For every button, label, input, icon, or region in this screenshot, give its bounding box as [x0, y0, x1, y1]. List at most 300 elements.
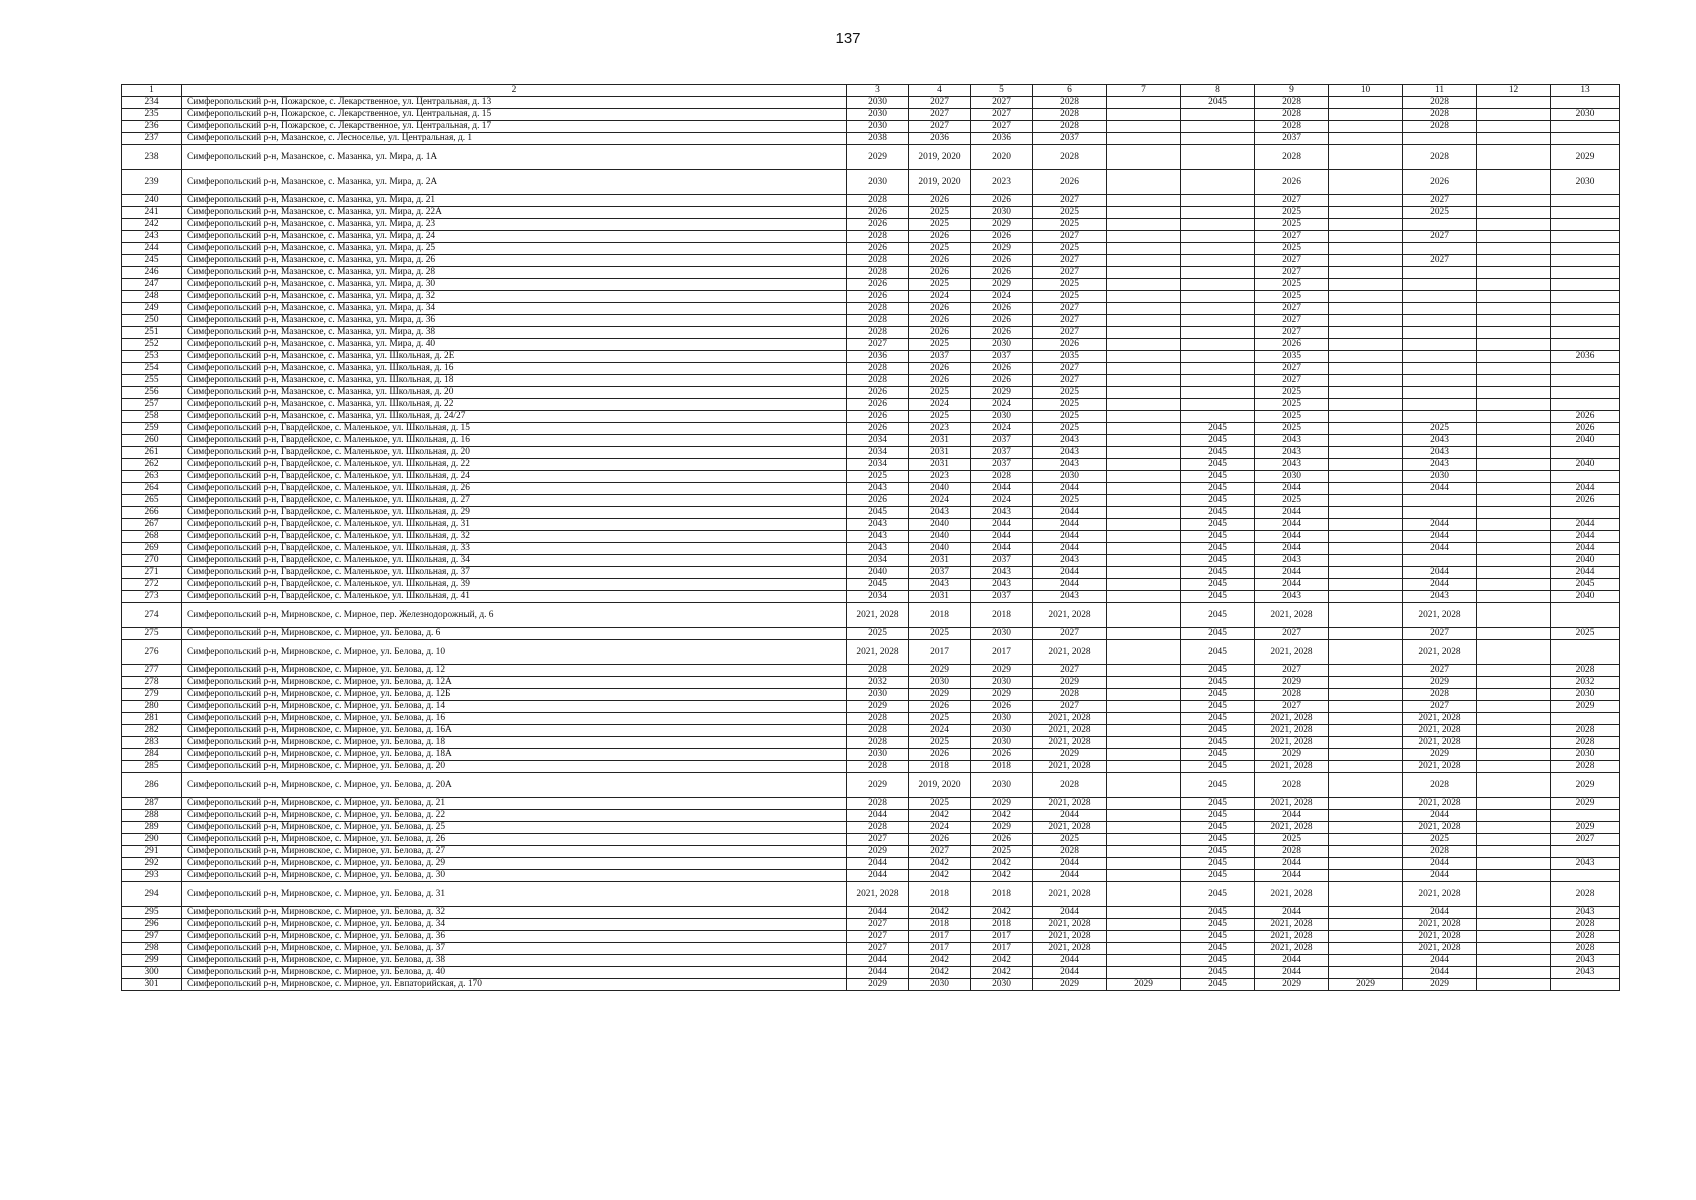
year-cell [1477, 339, 1551, 351]
year-cell: 2042 [909, 810, 971, 822]
year-cell: 2044 [971, 483, 1033, 495]
year-cell [1181, 399, 1255, 411]
year-cell [1477, 279, 1551, 291]
row-number-cell: 293 [122, 870, 182, 882]
year-cell: 2027 [1033, 665, 1107, 677]
year-cell [1181, 243, 1255, 255]
column-header: 9 [1255, 85, 1329, 97]
year-cell: 2026 [1033, 170, 1107, 195]
year-cell: 2040 [909, 483, 971, 495]
year-cell [1107, 603, 1181, 628]
year-cell [1477, 447, 1551, 459]
year-cell: 2021, 2028 [1033, 919, 1107, 931]
year-cell: 2034 [847, 435, 909, 447]
year-cell: 2028 [1403, 121, 1477, 133]
year-cell: 2025 [1033, 834, 1107, 846]
year-cell: 2045 [1181, 435, 1255, 447]
year-cell: 2045 [1181, 543, 1255, 555]
year-cell [1477, 689, 1551, 701]
table-row [122, 943, 1620, 955]
year-cell [1329, 713, 1403, 725]
year-cell [1477, 591, 1551, 603]
year-cell: 2021, 2028 [1403, 640, 1477, 665]
year-cell: 2025 [1403, 207, 1477, 219]
year-cell: 2044 [1033, 955, 1107, 967]
year-cell [1329, 351, 1403, 363]
year-cell: 2044 [1255, 955, 1329, 967]
address-cell: Симферопольский р-н, Мирновское, с. Мирное, ул. Белова, д. 12 [182, 665, 847, 677]
year-cell: 2040 [1551, 459, 1620, 471]
table-row [122, 121, 1620, 133]
table-row [122, 231, 1620, 243]
year-cell: 2028 [847, 798, 909, 810]
year-cell [1329, 749, 1403, 761]
address-cell: Симферопольский р-н, Мазанское, с. Мазанка, ул. Мира, д. 21 [182, 195, 847, 207]
year-cell [1107, 375, 1181, 387]
year-cell: 2045 [1181, 591, 1255, 603]
year-cell: 2021, 2028 [847, 882, 909, 907]
year-cell [1329, 327, 1403, 339]
year-cell [1107, 363, 1181, 375]
row-number-cell: 275 [122, 628, 182, 640]
year-cell: 2028 [1033, 689, 1107, 701]
year-cell: 2027 [1403, 255, 1477, 267]
table-row [122, 435, 1620, 447]
year-cell [1403, 339, 1477, 351]
year-cell: 2021, 2028 [1255, 761, 1329, 773]
year-cell: 2030 [971, 628, 1033, 640]
year-cell: 2021, 2028 [1403, 737, 1477, 749]
address-cell: Симферопольский р-н, Мазанское, с. Мазанка, ул. Мира, д. 30 [182, 279, 847, 291]
year-cell [1477, 255, 1551, 267]
year-cell: 2024 [971, 399, 1033, 411]
year-cell: 2027 [1033, 327, 1107, 339]
table-row [122, 810, 1620, 822]
table-row [122, 351, 1620, 363]
year-cell [1107, 907, 1181, 919]
year-cell: 2026 [909, 749, 971, 761]
year-cell [1329, 495, 1403, 507]
year-cell [1107, 531, 1181, 543]
year-cell: 2045 [1181, 761, 1255, 773]
year-cell: 2021, 2028 [1403, 713, 1477, 725]
year-cell: 2021, 2028 [1255, 603, 1329, 628]
year-cell [1329, 279, 1403, 291]
year-cell: 2044 [1551, 543, 1620, 555]
year-cell [1329, 798, 1403, 810]
year-cell [1477, 919, 1551, 931]
year-cell: 2044 [1255, 531, 1329, 543]
year-cell [1551, 133, 1620, 145]
year-cell [1329, 303, 1403, 315]
year-cell [1107, 255, 1181, 267]
year-cell: 2026 [909, 363, 971, 375]
year-cell: 2028 [1551, 725, 1620, 737]
year-cell: 2044 [1255, 507, 1329, 519]
year-cell [1477, 459, 1551, 471]
year-cell: 2027 [1033, 628, 1107, 640]
address-cell: Симферопольский р-н, Гвардейское, с. Маленькое, ул. Школьная, д. 33 [182, 543, 847, 555]
row-number-cell: 272 [122, 579, 182, 591]
year-cell [1181, 411, 1255, 423]
year-cell: 2021, 2028 [1255, 737, 1329, 749]
year-cell: 2025 [1033, 411, 1107, 423]
year-cell: 2017 [909, 640, 971, 665]
address-cell: Симферопольский р-н, Мирновское, с. Мирное, ул. Белова, д. 6 [182, 628, 847, 640]
year-cell: 2044 [1551, 567, 1620, 579]
year-cell [1551, 846, 1620, 858]
year-cell [1477, 507, 1551, 519]
table-row [122, 207, 1620, 219]
year-cell [1329, 567, 1403, 579]
address-cell: Симферопольский р-н, Мирновское, с. Мирное, ул. Белова, д. 21 [182, 798, 847, 810]
year-cell: 2024 [971, 423, 1033, 435]
year-cell: 2030 [971, 207, 1033, 219]
year-cell [1477, 882, 1551, 907]
year-cell: 2025 [909, 411, 971, 423]
year-cell: 2025 [1255, 243, 1329, 255]
table-row [122, 495, 1620, 507]
year-cell: 2027 [1033, 701, 1107, 713]
year-cell: 2035 [1033, 351, 1107, 363]
column-header: 5 [971, 85, 1033, 97]
year-cell [1477, 834, 1551, 846]
year-cell: 2018 [909, 882, 971, 907]
year-cell: 2045 [1181, 834, 1255, 846]
year-cell: 2031 [909, 447, 971, 459]
row-number-cell: 282 [122, 725, 182, 737]
year-cell: 2017 [971, 931, 1033, 943]
year-cell [1329, 133, 1403, 145]
year-cell: 2027 [909, 121, 971, 133]
year-cell: 2036 [909, 133, 971, 145]
address-cell: Симферопольский р-н, Мазанское, с. Мазанка, ул. Мира, д. 32 [182, 291, 847, 303]
row-number-cell: 285 [122, 761, 182, 773]
year-cell: 2032 [1551, 677, 1620, 689]
year-cell: 2044 [847, 955, 909, 967]
address-cell: Симферопольский р-н, Гвардейское, с. Маленькое, ул. Школьная, д. 15 [182, 423, 847, 435]
row-number-cell: 300 [122, 967, 182, 979]
year-cell: 2026 [971, 701, 1033, 713]
year-cell: 2030 [1551, 689, 1620, 701]
year-cell: 2027 [1033, 195, 1107, 207]
year-cell [1477, 628, 1551, 640]
address-cell: Симферопольский р-н, Мирновское, с. Мирное, ул. Белова, д. 12А [182, 677, 847, 689]
row-number-cell: 276 [122, 640, 182, 665]
table-row [122, 761, 1620, 773]
year-cell: 2025 [1403, 423, 1477, 435]
year-cell [1477, 170, 1551, 195]
column-header: 10 [1329, 85, 1403, 97]
year-cell [1329, 97, 1403, 109]
year-cell: 2045 [1181, 423, 1255, 435]
year-cell: 2021, 2028 [1403, 725, 1477, 737]
year-cell [1403, 243, 1477, 255]
row-number-cell: 295 [122, 907, 182, 919]
year-cell [1477, 773, 1551, 798]
year-cell [1107, 701, 1181, 713]
year-cell [1107, 315, 1181, 327]
year-cell: 2044 [1255, 858, 1329, 870]
column-header: 3 [847, 85, 909, 97]
year-cell [1107, 231, 1181, 243]
year-cell: 2024 [909, 399, 971, 411]
year-cell: 2044 [1033, 907, 1107, 919]
year-cell: 2045 [1181, 447, 1255, 459]
row-number-cell: 279 [122, 689, 182, 701]
year-cell [1477, 495, 1551, 507]
year-cell: 2045 [1181, 846, 1255, 858]
address-cell: Симферопольский р-н, Мирновское, с. Мирное, ул. Белова, д. 37 [182, 943, 847, 955]
table-row [122, 798, 1620, 810]
year-cell: 2044 [1033, 858, 1107, 870]
year-cell [1107, 931, 1181, 943]
year-cell [1107, 145, 1181, 170]
year-cell [1329, 701, 1403, 713]
year-cell: 2038 [847, 133, 909, 145]
year-cell: 2037 [971, 351, 1033, 363]
year-cell: 2029 [971, 219, 1033, 231]
year-cell: 2045 [1181, 471, 1255, 483]
address-cell: Симферопольский р-н, Мирновское, с. Мирное, ул. Белова, д. 22 [182, 810, 847, 822]
year-cell [1329, 543, 1403, 555]
year-cell: 2037 [1255, 133, 1329, 145]
row-number-cell: 255 [122, 375, 182, 387]
year-cell: 2028 [1255, 689, 1329, 701]
year-cell: 2028 [847, 255, 909, 267]
year-cell: 2026 [909, 255, 971, 267]
year-cell [1477, 858, 1551, 870]
table-row [122, 195, 1620, 207]
year-cell: 2025 [1033, 495, 1107, 507]
year-cell [1107, 555, 1181, 567]
table-row [122, 375, 1620, 387]
year-cell: 2044 [1033, 870, 1107, 882]
year-cell: 2028 [1551, 882, 1620, 907]
year-cell: 2026 [1033, 339, 1107, 351]
year-cell [1107, 725, 1181, 737]
address-cell: Симферопольский р-н, Мирновское, с. Мирное, ул. Белова, д. 30 [182, 870, 847, 882]
table-row [122, 133, 1620, 145]
year-cell [1107, 121, 1181, 133]
address-cell: Симферопольский р-н, Мирновское, с. Мирное, ул. Белова, д. 16А [182, 725, 847, 737]
year-cell: 2024 [909, 725, 971, 737]
year-cell [1107, 133, 1181, 145]
year-cell: 2043 [847, 543, 909, 555]
year-cell: 2037 [971, 555, 1033, 567]
year-cell: 2028 [1033, 121, 1107, 133]
year-cell [1107, 97, 1181, 109]
year-cell: 2027 [1403, 701, 1477, 713]
year-cell: 2044 [1403, 543, 1477, 555]
year-cell: 2027 [1033, 303, 1107, 315]
year-cell [1477, 761, 1551, 773]
year-cell: 2021, 2028 [1255, 931, 1329, 943]
row-number-cell: 284 [122, 749, 182, 761]
address-cell: Симферопольский р-н, Мазанское, с. Мазанка, ул. Мира, д. 22А [182, 207, 847, 219]
year-cell: 2025 [1255, 834, 1329, 846]
year-cell: 2045 [1181, 677, 1255, 689]
year-cell [1477, 665, 1551, 677]
year-cell: 2026 [1255, 339, 1329, 351]
year-cell: 2027 [1033, 267, 1107, 279]
table-row [122, 109, 1620, 121]
year-cell [1329, 737, 1403, 749]
year-cell: 2035 [1255, 351, 1329, 363]
year-cell: 2045 [1181, 459, 1255, 471]
year-cell [1181, 339, 1255, 351]
year-cell [1107, 195, 1181, 207]
row-number-cell: 236 [122, 121, 182, 133]
year-cell [1329, 773, 1403, 798]
table-row [122, 339, 1620, 351]
year-cell: 2045 [1181, 507, 1255, 519]
year-cell: 2042 [909, 967, 971, 979]
year-cell [1551, 97, 1620, 109]
year-cell [1477, 351, 1551, 363]
year-cell: 2029 [909, 689, 971, 701]
row-number-cell: 241 [122, 207, 182, 219]
address-cell: Симферопольский р-н, Мирновское, с. Мирное, ул. Белова, д. 18А [182, 749, 847, 761]
year-cell: 2028 [1403, 97, 1477, 109]
row-number-cell: 281 [122, 713, 182, 725]
row-number-cell: 264 [122, 483, 182, 495]
year-cell [1477, 471, 1551, 483]
table-row [122, 170, 1620, 195]
year-cell: 2045 [1181, 919, 1255, 931]
year-cell: 2021, 2028 [1033, 737, 1107, 749]
address-cell: Симферопольский р-н, Мазанское, с. Мазанка, ул. Мира, д. 25 [182, 243, 847, 255]
year-cell: 2024 [971, 291, 1033, 303]
year-cell [1181, 351, 1255, 363]
year-cell [1403, 351, 1477, 363]
year-cell: 2025 [1033, 243, 1107, 255]
year-cell [1551, 231, 1620, 243]
year-cell: 2042 [909, 907, 971, 919]
year-cell: 2028 [847, 231, 909, 243]
table-row [122, 967, 1620, 979]
year-cell: 2029 [1551, 822, 1620, 834]
year-cell: 2028 [847, 327, 909, 339]
table-row [122, 363, 1620, 375]
year-cell: 2040 [847, 567, 909, 579]
year-cell [1477, 677, 1551, 689]
address-cell: Симферопольский р-н, Пожарское, с. Лекарственное, ул. Центральная, д. 13 [182, 97, 847, 109]
year-cell: 2031 [909, 435, 971, 447]
year-cell: 2043 [1403, 447, 1477, 459]
year-cell: 2025 [1033, 387, 1107, 399]
table-row [122, 919, 1620, 931]
year-cell: 2026 [847, 399, 909, 411]
year-cell: 2029 [847, 773, 909, 798]
year-cell [1329, 725, 1403, 737]
row-number-cell: 248 [122, 291, 182, 303]
year-cell: 2029 [1033, 979, 1107, 991]
year-cell [1107, 628, 1181, 640]
year-cell [1329, 640, 1403, 665]
column-header: 12 [1477, 85, 1551, 97]
year-cell: 2028 [847, 375, 909, 387]
table-row [122, 531, 1620, 543]
table-row [122, 411, 1620, 423]
row-number-cell: 268 [122, 531, 182, 543]
year-cell [1329, 423, 1403, 435]
year-cell [1477, 207, 1551, 219]
row-number-cell: 294 [122, 882, 182, 907]
year-cell: 2023 [909, 423, 971, 435]
year-cell: 2023 [909, 471, 971, 483]
year-cell [1403, 315, 1477, 327]
row-number-cell: 253 [122, 351, 182, 363]
year-cell: 2043 [1403, 459, 1477, 471]
year-cell: 2026 [971, 195, 1033, 207]
address-cell: Симферопольский р-н, Мазанское, с. Мазанка, ул. Мира, д. 24 [182, 231, 847, 243]
year-cell: 2027 [847, 919, 909, 931]
year-cell: 2042 [971, 907, 1033, 919]
table-row [122, 459, 1620, 471]
year-cell [1551, 979, 1620, 991]
row-number-cell: 298 [122, 943, 182, 955]
year-cell [1477, 303, 1551, 315]
year-cell: 2028 [847, 303, 909, 315]
year-cell: 2029 [971, 665, 1033, 677]
year-cell [1403, 291, 1477, 303]
year-cell [1181, 303, 1255, 315]
year-cell [1551, 207, 1620, 219]
year-cell: 2044 [1403, 967, 1477, 979]
year-cell [1329, 846, 1403, 858]
year-cell: 2043 [1255, 555, 1329, 567]
year-cell [1551, 603, 1620, 628]
year-cell [1477, 979, 1551, 991]
year-cell [1329, 943, 1403, 955]
address-cell: Симферопольский р-н, Гвардейское, с. Маленькое, ул. Школьная, д. 31 [182, 519, 847, 531]
year-cell [1107, 435, 1181, 447]
year-cell: 2021, 2028 [1255, 798, 1329, 810]
year-cell [1477, 579, 1551, 591]
year-cell: 2043 [1255, 435, 1329, 447]
year-cell [1329, 255, 1403, 267]
address-cell: Симферопольский р-н, Гвардейское, с. Маленькое, ул. Школьная, д. 26 [182, 483, 847, 495]
year-cell [1107, 170, 1181, 195]
year-cell [1477, 967, 1551, 979]
year-cell [1107, 387, 1181, 399]
year-cell: 2027 [1403, 628, 1477, 640]
table-row [122, 834, 1620, 846]
year-cell [1329, 170, 1403, 195]
year-cell: 2044 [1551, 519, 1620, 531]
year-cell [1181, 219, 1255, 231]
year-cell: 2027 [1403, 231, 1477, 243]
year-cell: 2043 [1551, 955, 1620, 967]
year-cell: 2026 [909, 303, 971, 315]
table-row [122, 387, 1620, 399]
year-cell [1551, 327, 1620, 339]
year-cell: 2018 [909, 761, 971, 773]
year-cell: 2045 [1181, 603, 1255, 628]
year-cell: 2025 [1255, 291, 1329, 303]
year-cell: 2026 [847, 207, 909, 219]
year-cell: 2029 [1551, 145, 1620, 170]
year-cell [1181, 255, 1255, 267]
year-cell: 2043 [971, 579, 1033, 591]
year-cell: 2029 [1255, 749, 1329, 761]
year-cell: 2021, 2028 [1403, 919, 1477, 931]
year-cell: 2044 [971, 543, 1033, 555]
year-cell: 2029 [971, 822, 1033, 834]
address-cell: Симферопольский р-н, Мазанское, с. Мазанка, ул. Мира, д. 2А [182, 170, 847, 195]
year-cell [1107, 507, 1181, 519]
